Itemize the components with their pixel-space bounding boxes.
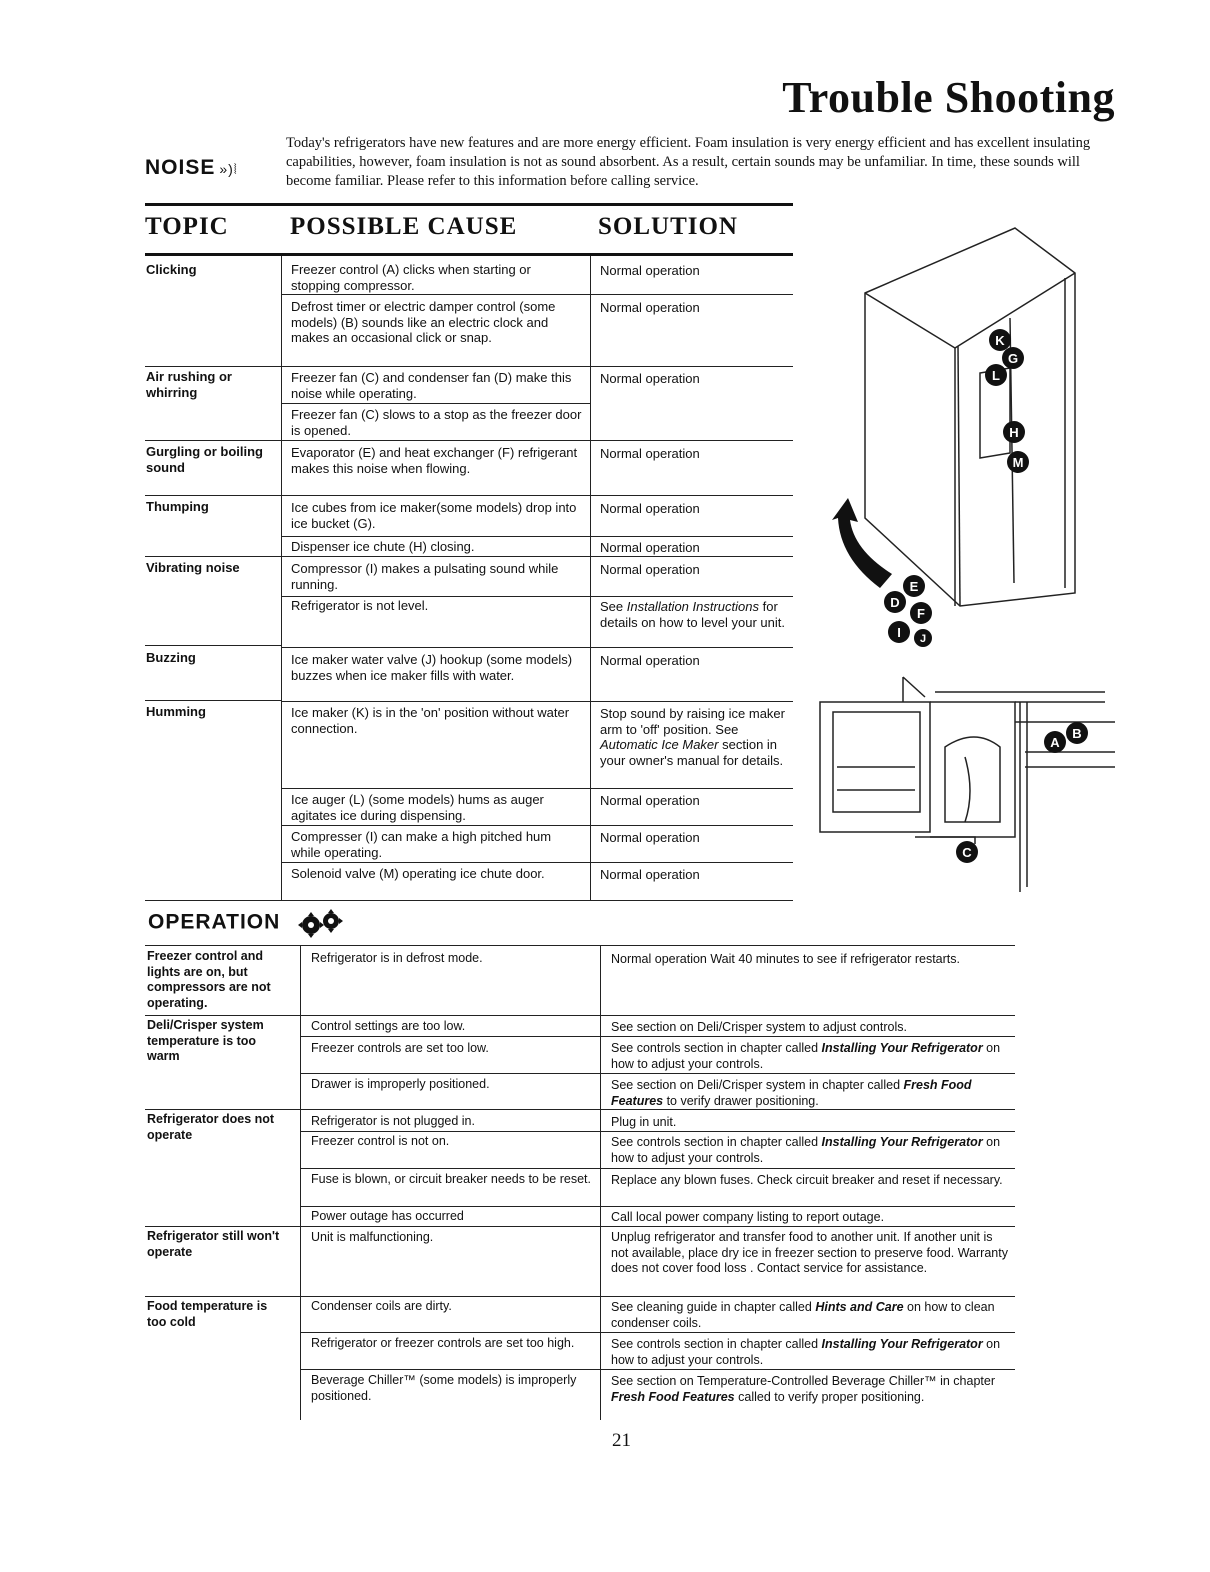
- svg-text:G: G: [1007, 351, 1019, 366]
- svg-text:D: D: [890, 595, 900, 610]
- solution-cell: Normal operation: [600, 867, 700, 882]
- cause-cell: Freezer fan (C) and condenser fan (D) make this noise while operating.: [291, 370, 572, 401]
- topic-gurgling: Gurgling or boiling sound: [146, 444, 263, 475]
- svg-text:E: E: [909, 579, 919, 594]
- op-topic: Food temperature is too cold: [147, 1299, 268, 1329]
- op-cause: Power outage has occurred: [311, 1209, 464, 1223]
- cause-cell: Evaporator (E) and heat exchanger (F) refrigerant makes this noise when flowing.: [291, 445, 578, 476]
- noise-intro: Today's refrigerators have new features and are more energy efficient. Foam insulation is very energy efficient and has excellent insulating capabilities, however, foam insulation is not as sound absorbent. As a result, certain sounds may be unfamiliar. In time, these sounds will become familiar. Please refer to this information before calling service.: [286, 135, 1091, 189]
- op-cause: Refrigerator or freezer controls are set too high.: [311, 1336, 575, 1350]
- op-topic: Refrigerator does not operate: [147, 1112, 275, 1142]
- op-cause: Control settings are too low.: [311, 1019, 466, 1033]
- topic-clicking: Clicking: [146, 262, 197, 277]
- op-solution: Replace any blown fuses. Check circuit breaker and reset if necessary.: [611, 1173, 1003, 1187]
- op-cause: Freezer controls are set too low.: [311, 1041, 489, 1055]
- sound-waves-icon: »)⦚: [219, 161, 238, 177]
- solution-cell: Normal operation: [600, 830, 700, 845]
- cause-cell: Freezer fan (C) slows to a stop as the freezer door is opened.: [291, 407, 582, 438]
- callout-m: [1007, 451, 1029, 473]
- solution-cell: Normal operation: [600, 793, 700, 808]
- cause-cell: Compresser (I) can make a high pitched hum while operating.: [291, 829, 552, 860]
- page-title: Trouble Shooting: [782, 73, 1115, 122]
- op-solution: See controls section in chapter called Installing Your Refrigerator on how to adjust your controls.: [611, 1135, 1001, 1165]
- cause-cell: Compressor (I) makes a pulsating sound while running.: [291, 561, 559, 592]
- solution-cell: Normal operation: [600, 562, 700, 577]
- op-solution: Normal operation Wait 40 minutes to see if refrigerator restarts.: [611, 952, 960, 966]
- svg-text:C: C: [962, 845, 972, 860]
- operation-label-text: OPERATION: [148, 910, 281, 934]
- callout-k: [989, 329, 1011, 351]
- callout-g: [1002, 347, 1024, 369]
- solution-cell: Normal operation: [600, 446, 700, 461]
- solution-cell: Normal operation: [600, 653, 700, 668]
- cause-cell: Solenoid valve (M) operating ice chute door.: [291, 866, 545, 881]
- solution-cell: Stop sound by raising ice maker arm to 'off' position. See Automatic Ice Maker section in your owner's manual for details.: [600, 706, 785, 768]
- cause-cell: Defrost timer or electric damper control (some models) (B) sounds like an electric clock and makes an occasional click or snap.: [291, 299, 556, 345]
- op-cause: Refrigerator is not plugged in.: [311, 1114, 475, 1128]
- op-cause: Refrigerator is in defrost mode.: [311, 951, 483, 965]
- refrigerator-diagram: [810, 218, 1110, 648]
- solution-cell: Normal operation: [600, 371, 700, 386]
- op-solution: Plug in unit.: [611, 1115, 677, 1129]
- arrow-icon: [832, 498, 892, 588]
- column-divider: [590, 256, 591, 901]
- header-cause: POSSIBLE CAUSE: [290, 213, 518, 240]
- refrigerator-interior-diagram: [815, 672, 1115, 902]
- callout-e: [903, 575, 925, 597]
- svg-text:L: L: [992, 368, 1000, 383]
- header-divider: [145, 253, 793, 256]
- topic-vibrating: Vibrating noise: [146, 560, 240, 575]
- op-solution: See section on Temperature-Controlled Beverage Chiller™ in chapter Fresh Food Features called to verify proper positioning.: [611, 1374, 996, 1404]
- op-solution: See controls section in chapter called Installing Your Refrigerator on how to adjust your controls.: [611, 1041, 1001, 1071]
- topic-humming: Humming: [146, 704, 206, 719]
- column-divider: [281, 256, 282, 901]
- noise-section-label: [145, 156, 238, 180]
- svg-text:B: B: [1072, 726, 1082, 741]
- op-solution: See controls section in chapter called Installing Your Refrigerator on how to adjust your controls.: [611, 1337, 1001, 1367]
- callout-j: [914, 629, 932, 647]
- callout-b: [1066, 722, 1088, 744]
- op-topic: Deli/Crisper system temperature is too warm: [147, 1018, 264, 1063]
- solution-cell: Normal operation: [600, 263, 700, 278]
- svg-text:M: M: [1012, 455, 1024, 470]
- op-solution: See cleaning guide in chapter called Hints and Care on how to clean condenser coils.: [611, 1300, 995, 1330]
- callout-i: [888, 621, 910, 643]
- cause-cell: Freezer control (A) clicks when starting or stopping compressor.: [291, 262, 531, 293]
- callout-a: [1044, 731, 1066, 753]
- svg-text:A: A: [1050, 735, 1060, 750]
- op-cause: Fuse is blown, or circuit breaker needs to be reset.: [311, 1172, 591, 1186]
- svg-text:I: I: [897, 625, 901, 640]
- operation-section-label: [148, 908, 349, 938]
- cause-cell: Ice maker (K) is in the 'on' position without water connection.: [291, 705, 570, 736]
- callout-f: [910, 602, 932, 624]
- header-topic: TOPIC: [145, 213, 229, 240]
- callout-l: [985, 364, 1007, 386]
- op-topic: Refrigerator still won't operate: [147, 1229, 280, 1259]
- solution-cell: Normal operation: [600, 540, 700, 555]
- solution-cell: See Installation Instructions for details on how to level your unit.: [600, 599, 785, 630]
- op-topic: Freezer control and lights are on, but compressors are not operating.: [147, 949, 271, 1010]
- page-number: 21: [612, 1430, 631, 1451]
- callout-d: [884, 591, 906, 613]
- cause-cell: Ice cubes from ice maker(some models) drop into ice bucket (G).: [291, 500, 577, 531]
- cause-cell: Ice auger (L) (some models) hums as auger agitates ice during dispensing.: [291, 792, 544, 823]
- noise-label-text: NOISE: [145, 156, 216, 179]
- op-solution: Unplug refrigerator and transfer food to another unit. If another unit is not available, place dry ice in freezer section to preserve food. Warranty does not cover food loss . Contact service for assistance.: [611, 1230, 1008, 1275]
- cause-cell: Ice maker water valve (J) hookup (some models) buzzes when ice maker fills with water.: [291, 652, 573, 683]
- solution-cell: Normal operation: [600, 300, 700, 315]
- topic-air-rushing: Air rushing or whirring: [146, 369, 232, 400]
- callout-h: [1003, 421, 1025, 443]
- cause-cell: Dispenser ice chute (H) closing.: [291, 539, 475, 554]
- op-cause: Beverage Chiller™ (some models) is improperly positioned.: [311, 1373, 577, 1403]
- section-divider: [145, 203, 793, 206]
- op-cause: Drawer is improperly positioned.: [311, 1077, 490, 1091]
- svg-text:K: K: [995, 333, 1005, 348]
- callout-c: [956, 841, 978, 863]
- svg-text:H: H: [1009, 425, 1019, 440]
- op-solution: Call local power company listing to report outage.: [611, 1210, 885, 1224]
- solution-cell: Normal operation: [600, 501, 700, 516]
- op-solution: See section on Deli/Crisper system to adjust controls.: [611, 1020, 907, 1034]
- gears-icon: [293, 908, 349, 938]
- op-cause: Condenser coils are dirty.: [311, 1299, 452, 1313]
- cause-cell: Refrigerator is not level.: [291, 598, 429, 613]
- topic-buzzing: Buzzing: [146, 650, 196, 665]
- op-cause: Freezer control is not on.: [311, 1134, 450, 1148]
- header-solution: SOLUTION: [598, 213, 738, 240]
- topic-thumping: Thumping: [146, 499, 209, 514]
- svg-text:F: F: [917, 606, 925, 621]
- op-solution: See section on Deli/Crisper system in chapter called Fresh Food Features to verify drawer positioning.: [611, 1078, 972, 1108]
- op-cause: Unit is malfunctioning.: [311, 1230, 434, 1244]
- svg-text:J: J: [919, 633, 927, 645]
